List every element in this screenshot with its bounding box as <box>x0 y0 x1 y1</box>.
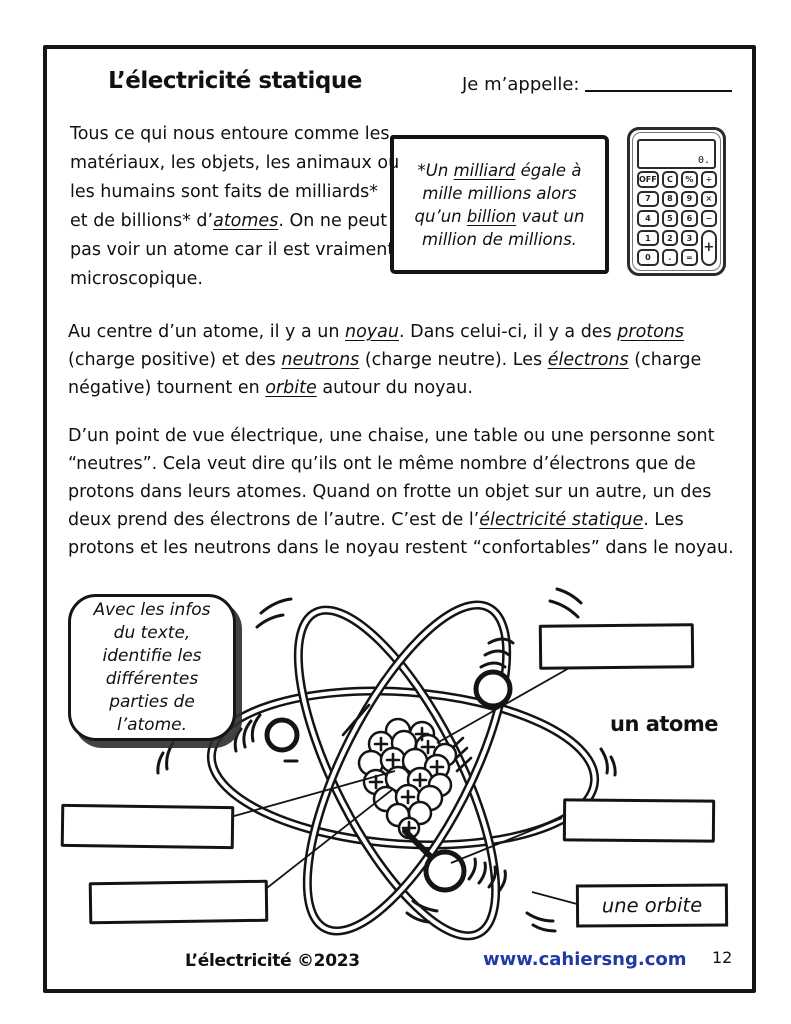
calculator-keypad <box>637 171 717 266</box>
text-segment: protons <box>617 322 685 342</box>
orbit-label: une orbite <box>601 893 703 918</box>
text-segment: (charge négative) tournent en <box>68 350 707 398</box>
text-segment: (charge neutre). Les <box>359 350 548 370</box>
atom-caption: un atome <box>610 712 718 736</box>
calc-key: 6 <box>681 210 697 227</box>
calc-key: 1 <box>637 230 659 247</box>
label-box-top-right[interactable] <box>539 623 694 670</box>
calc-key: OFF <box>637 171 659 188</box>
name-label: Je m’appelle: <box>462 74 580 95</box>
text-segment: D’un point de vue électrique, une chaise, une table ou une personne sont “neutres”. Cela veut dire qu’ils ont le même nombre d’électrons que de protons dans leurs atomes. Quand on frotte un objet sur un autre, un des deux prend des électrons de l’autre. C’est de l’ <box>68 426 721 530</box>
text-segment: neutrons <box>281 350 360 370</box>
text-segment: atomes <box>213 211 279 231</box>
calc-key: 5 <box>662 210 678 227</box>
text-segment: Tous ce qui nous entoure comme les matériaux, les objets, les animaux ou les humains sont faits de milliards* et de billions* d’ <box>70 124 405 231</box>
calc-key: 0 <box>637 249 659 266</box>
text-segment: autour du noyau. <box>316 378 473 398</box>
calc-key: % <box>681 171 697 188</box>
label-box-right[interactable] <box>563 798 715 842</box>
label-box-une-orbite <box>576 883 728 927</box>
calculator-illustration <box>627 127 726 276</box>
text-segment: . Les protons et les neutrons dans le noyau restent “confortables” dans le noyau. <box>68 510 734 558</box>
note-text <box>408 159 592 251</box>
label-box-left[interactable] <box>61 804 235 849</box>
text-segment: . Dans celui-ci, il y a des <box>398 322 618 342</box>
calc-key: 2 <box>662 230 678 247</box>
calc-key: = <box>681 249 697 266</box>
text-segment: (charge positive) et des <box>68 322 690 370</box>
label-box-bottom-left[interactable] <box>89 880 269 924</box>
text-segment: électricité statique <box>479 510 644 530</box>
text-segment: . On ne peut pas voir un atome car il est vraiment microscopique. <box>70 211 400 289</box>
text-segment: milliard <box>453 160 516 180</box>
text-segment: électrons <box>547 350 629 370</box>
name-field <box>462 72 732 95</box>
text-segment: *Un <box>417 160 454 180</box>
page-number: 12 <box>712 948 733 967</box>
calc-key: 4 <box>637 210 659 227</box>
instruction-bubble <box>68 594 236 741</box>
paragraph-static-electricity <box>68 422 744 562</box>
calc-key: 8 <box>662 191 678 208</box>
text-segment: noyau <box>345 322 399 342</box>
note-box <box>390 135 609 274</box>
paragraph-intro <box>70 120 405 294</box>
footer-website-link[interactable]: www.cahiersng.com <box>483 949 687 970</box>
text-segment: vaut un million de millions. <box>422 206 590 249</box>
calc-key: − <box>701 210 717 227</box>
calc-key: 3 <box>681 230 697 247</box>
text-segment: orbite <box>265 378 317 398</box>
text-segment: égale à mille millions alors qu’un <box>414 160 587 226</box>
calc-key: ÷ <box>701 171 717 188</box>
calculator-display: 0. <box>637 139 716 169</box>
name-input-line[interactable] <box>585 72 732 92</box>
calc-key: + <box>701 230 717 266</box>
calc-key: C <box>662 171 678 188</box>
page-title: L’électricité statique <box>108 68 362 94</box>
electron-left <box>235 715 297 761</box>
calc-key: 9 <box>681 191 697 208</box>
paragraph-atom-structure <box>68 318 744 402</box>
footer-copyright: L’électricité ©2023 <box>185 951 360 971</box>
text-segment: billion <box>466 206 517 226</box>
calc-key: . <box>662 249 678 266</box>
text-segment: Au centre d’un atome, il y a un <box>68 322 345 342</box>
calc-key: 7 <box>637 191 659 208</box>
calc-key: × <box>701 191 717 208</box>
instruction-text: Avec les infos du texte, identifie les différentes parties de l’atome. <box>93 599 211 735</box>
nucleus <box>359 719 456 838</box>
